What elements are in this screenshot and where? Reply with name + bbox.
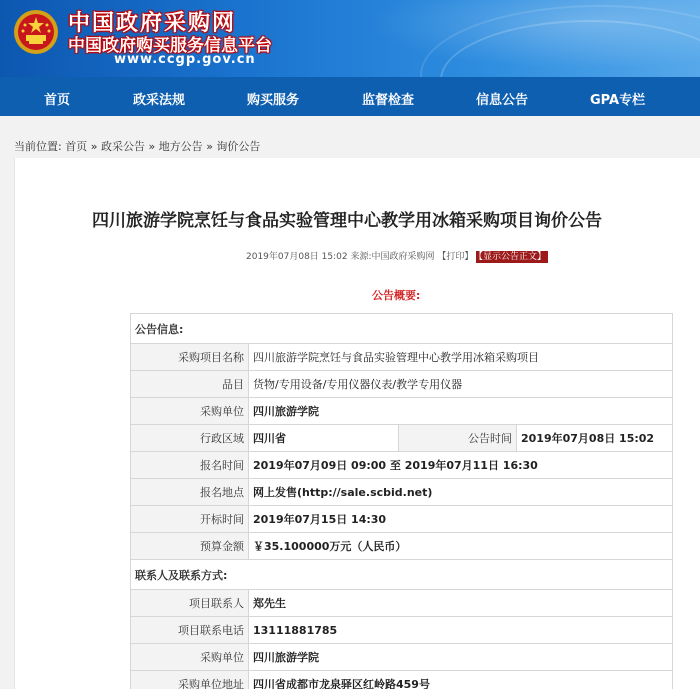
publish-date: 2019年07月08日 15:02 (246, 252, 348, 262)
table-row (131, 671, 673, 689)
row-value: ￥35.100000万元（人民币） (249, 533, 673, 560)
source-name: 中国政府采购网 (371, 252, 435, 262)
breadcrumb-prefix: 当前位置: (14, 140, 62, 153)
row-value: 13111881785 (249, 617, 673, 644)
row-value: 四川旅游学院 (249, 398, 673, 425)
nav-item-home[interactable]: 首页 (44, 93, 71, 108)
breadcrumb-separator: » (90, 140, 98, 153)
summary-heading: 公告概要: (372, 289, 421, 302)
nav-item-supervision[interactable]: 监督检查 (362, 93, 415, 108)
header-banner (0, 0, 700, 77)
article-meta (246, 249, 548, 262)
row-value: 四川省 (249, 425, 399, 452)
row-label: 开标时间 (131, 506, 249, 533)
row-label: 采购单位地址 (131, 671, 249, 689)
table-row (131, 644, 673, 671)
row-label: 报名地点 (131, 479, 249, 506)
row-value: 四川省成都市龙泉驿区红岭路459号 (249, 671, 673, 689)
row-value: 四川旅游学院烹饪与食品实验管理中心教学用冰箱采购项目 (249, 344, 673, 371)
nav-item-gpa[interactable]: GPA专栏 (590, 93, 646, 108)
main-nav (0, 77, 700, 116)
breadcrumb-separator: » (148, 140, 156, 153)
table-row (131, 479, 673, 506)
section-heading: 公告信息: (131, 314, 673, 344)
table-row (131, 371, 673, 398)
row-value: 2019年07月08日 15:02 (517, 425, 673, 452)
breadcrumb-home[interactable]: 首页 (65, 140, 88, 153)
row-value: 四川旅游学院 (249, 644, 673, 671)
table-section-row (131, 314, 673, 344)
row-value: 网上发售(http://sale.scbid.net) (249, 479, 673, 506)
row-value: 货物/专用设备/专用仪器仪表/教学专用仪器 (249, 371, 673, 398)
show-body-button[interactable]: 【显示公告正文】 (478, 252, 546, 262)
row-label: 采购单位 (131, 398, 249, 425)
row-value: 郑先生 (249, 590, 673, 617)
nav-item-purchase-services[interactable]: 购买服务 (247, 93, 300, 108)
row-value: 2019年07月09日 09:00 至 2019年07月11日 16:30 (249, 452, 673, 479)
table-row (131, 506, 673, 533)
page-gutter (0, 158, 14, 689)
site-subtitle: 中国政府购买服务信息平台 (68, 36, 272, 56)
row-label: 公告时间 (399, 425, 517, 452)
breadcrumb-separator: » (206, 140, 213, 153)
announcement-table (130, 313, 673, 689)
row-label: 采购单位 (131, 644, 249, 671)
table-row (131, 452, 673, 479)
breadcrumb-gov-announcements[interactable]: 政采公告 (100, 140, 145, 153)
print-link[interactable]: 【打印】 (437, 252, 474, 262)
table-section-row (131, 560, 673, 590)
site-url: www.ccgp.gov.cn (114, 52, 256, 67)
national-emblem-icon (12, 8, 60, 56)
table-row (131, 398, 673, 425)
table-row (131, 617, 673, 644)
table-row (131, 533, 673, 560)
breadcrumb (0, 116, 700, 158)
row-label: 品目 (131, 371, 249, 398)
row-label: 预算金额 (131, 533, 249, 560)
row-value: 2019年07月15日 14:30 (249, 506, 673, 533)
page-title: 四川旅游学院烹饪与食品实验管理中心教学用冰箱采购项目询价公告 (92, 211, 602, 231)
nav-item-regulations[interactable]: 政采法规 (133, 93, 186, 108)
row-label: 报名时间 (131, 452, 249, 479)
site-title[interactable]: 中国政府采购网 (68, 11, 237, 36)
table-row (131, 344, 673, 371)
section-heading: 联系人及联系方式: (131, 560, 673, 590)
row-label: 项目联系电话 (131, 617, 249, 644)
table-row (131, 425, 673, 452)
row-label: 项目联系人 (131, 590, 249, 617)
nav-item-announcements[interactable]: 信息公告 (476, 93, 529, 108)
row-label: 采购项目名称 (131, 344, 249, 371)
row-label: 行政区域 (131, 425, 249, 452)
table-row (131, 590, 673, 617)
breadcrumb-inquiry-announcements[interactable]: 询价公告 (216, 140, 261, 153)
breadcrumb-local-announcements[interactable]: 地方公告 (158, 140, 203, 153)
source-label: 来源: (350, 252, 372, 262)
